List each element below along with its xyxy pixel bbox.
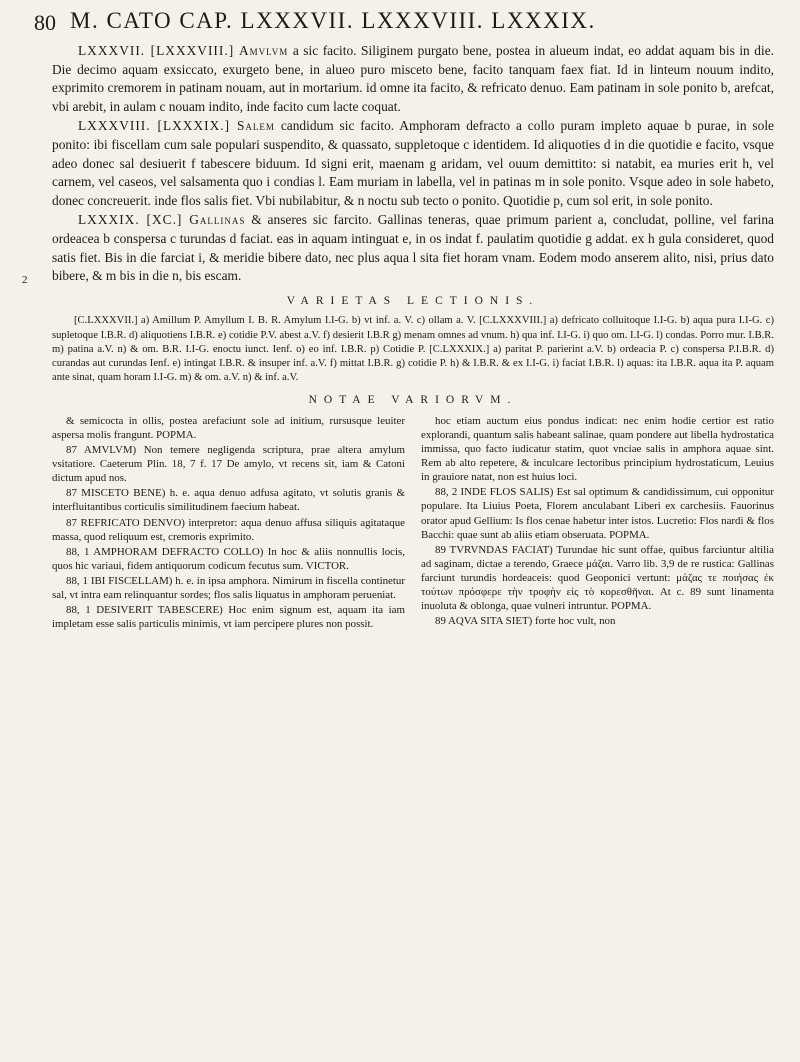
main-text [52, 42, 774, 632]
notes-columns [52, 414, 774, 632]
chapter-89-paragraph [52, 211, 774, 285]
note-right-0: hoc etiam auctum eius pondus indicat: nec enim hodie certior est ratio explorandi, quantum salis habeant salinae, quam pondere aut libella hydrostatica immissa, quo facto iudicatur statim, quot vnciae salis in amphora aquae sint. Rem ab alto repetere, & inculcare lectoribus principium hydrostaticum, Leuius in grauiore natat, non est huius loci. [421, 414, 774, 484]
chapter-89-text: & anseres sic farcito. Gallinas teneras, quae primum parient a, concludat, polline, vel farina ordeacea b conspersa c turundas d faciat. eas in aquam intinguat e, in os indat f. paulatim quotidie g addat. ex h gula consideret, quod satis fiet. Bis in die farciat i, & meridie bibere dato, nec plus aqua l sita fiet horam vnam. Eodem modo anserem alito, nisi, prius dato bibere, & m bis in die n, bis escam. [52, 212, 774, 284]
variants-heading: VARIETAS LECTIONIS. [286, 294, 540, 307]
chapter-88-text: candidum sic facito. Amphoram defracto a collo puram impleto aquae b purae, in sole ponito: ibi fiscellam cum sale populari suspendito, & quassato, suppletoque c identidem. Id aliquoties d in die quotidie e facito, vsque adeo donec sal desiuerit f tabescere biduum. Id signi erit, maenam g aridam, vel ouum demittito: si natabit, ea muries erit h, vel carnem, vel caseos, vel salsamenta quo i condias l. Eam muriam in labella, vel in patinas m in sole ponito. Vsque adeo in sole habeto, donec concreuerit. inde flos salis fiet. Vbi nubilabitur, & n noctu sub tecto o ponito. Quotidie p, cum sol erit, in sole ponito. [52, 118, 774, 208]
note-left-0: & semicocta in ollis, postea arefaciunt sole ad initium, rursusque leuiter aspersa molis frangunt. POPMA. [52, 414, 405, 442]
note-left-1: 87 AMVLVM) Non temere negligenda scriptura, prae altera amylum vsitatiore. Caeterum Plin. 18, 7 f. 17 De amylo, vt recens sit, iam & Catoni dictum apud nos. [52, 444, 405, 485]
notes-left-column [52, 414, 405, 632]
margin-line-number: 2 [22, 274, 28, 286]
running-title: M. CATO CAP. LXXXVII. LXXXVIII. LXXXIX. [70, 8, 596, 33]
note-left-6: 88, 1 DESIVERIT TABESCERE) Hoc enim signum est, aquam ita iam impletam esse salis particulis minimis, vt iam percipere plures non possit. [52, 604, 405, 631]
chapter-89-lead: LXXXIX. [XC.] Gallinas [78, 212, 246, 228]
running-header [34, 6, 774, 42]
note-left-4: 88, 1 AMPHORAM DEFRACTO COLLO) In hoc & aliis nonnullis locis, quos hic variaui, fidem antiquorum codicum fecutus sum. VICTOR. [52, 545, 405, 572]
note-right-1: 88, 2 INDE FLOS SALIS) Est sal optimum & candidissimum, cui opponitur populare. Ita Liuius Poeta, Florem anculabant Liberi ex carchesiis. Fauorinus orator apud Gellium: Is flos cenae habetur inter istos. Lucretio: Flos nardi & flos Bacchi: quae sunt ab aliis etiam obseruata. POPMA. [421, 486, 774, 541]
note-left-5: 88, 1 IBI FISCELLAM) h. e. in ipsa amphora. Nimirum in fiscella continetur sal, vt intra eam relinquantur sordes; flos salis liquatus in amphoram perueniat. [52, 574, 405, 602]
chapter-88-paragraph [52, 117, 774, 210]
variants-block [52, 314, 774, 385]
note-left-2: 87 MISCETO BENE) h. e. aqua denuo adfusa agitato, vt solutis granis & interfluitantibus corticulis similitudinem faecium habeat. [52, 487, 405, 514]
notes-heading: NOTAE VARIORVM. [308, 394, 518, 407]
notes-right-column [421, 414, 774, 632]
chapter-88-lead: LXXXVIII. [LXXXIX.] Salem [78, 118, 275, 134]
note-right-2: 89 TVRVNDAS FACIAT) Turundae hic sunt offae, quibus farciuntur altilia ad saginam, dictae a terendo, Graece μάζαι. Varro lib. 3,9 de re rustica: Gallinas farciunt turundis hordeaceis: quod Geoponici vertunt: μάζας τε ποιήσας ἐκ τούτων πρόσφερε τὴν τροφὴν εἰς τὸ κορεσθῆναι. At c. 89 sunt linamenta inuoluta & oblonga, quae vulneri intruntur. POPMA. [421, 543, 774, 613]
chapter-87-lead: LXXXVII. [LXXXVIII.] Amvlvm [78, 43, 289, 58]
chapter-87-paragraph [52, 42, 774, 116]
note-left-3: 87 REFRICATO DENVO) interpretor: aqua denuo affusa siliquis agitataque massa, quod reliquum est, cremoris exprimito. [52, 516, 405, 543]
page-number: 80 [34, 10, 56, 35]
variants-text: [C.LXXXVII.] a) Amillum P. Amyllum I. B. R. Amylum I.I-G. b) vt inf. a. V. c) ollam a. V. [C.LXXXVIII.] a) defricato colluitoque I.I-G. b) aqua pura I.I-G. c) supletoque I.B.R. d) aliquotiens I.B.R. e) cotidie P.V. abest a.V. f) desierit I.B.R g) menam omnes ad vnum. h) qua inf. I.I-G. i) quo om. I.I-G. l) condas. Porro mur. I.B.R. m) patina a.V. n) & om. B.R. I.I-G. enoctu iunct. Ienf. o) eo inf. I.B.R. p) Cotidie P. [C.LXXXIX.] a) paritat P. parierint a.V. b) ordeacia P. c) conspersa P.I.B.R. d) curandas aut curundas Ienf. e) intingat I.B.R. & insuper inf. a.V. f) mittat I.B.R. g) cotidie P. h) & I.B.R. & ex I.I-G. i) faciat I.B.R. l) aquas: ita I.B.R. aqua ita P. aquam ante sinat, quam horam I.I-G. m) & om. a.V. n) & inf. a.V. [52, 315, 774, 384]
chapter-87-text: a sic facito. Siliginem purgato bene, postea in alueum indat, eo addat aquam bis in die. Die decimo aquam exsiccato, exurgeto bene, in alueo puro miscetо bene, facito tanquam faex fiat. Id in linteum nouum indito, exprimito cremorem in patinam nouam, aut in mortarium. id omne ita facito, & refricato denuo. Eam patinam in sole ponito b, arefcat, vbi arebit, in aulam c nouam indito, inde facito cum lacte coquat. [52, 43, 774, 114]
note-right-3: 89 AQVA SITA SIET) forte hoc vult, non [435, 615, 616, 628]
